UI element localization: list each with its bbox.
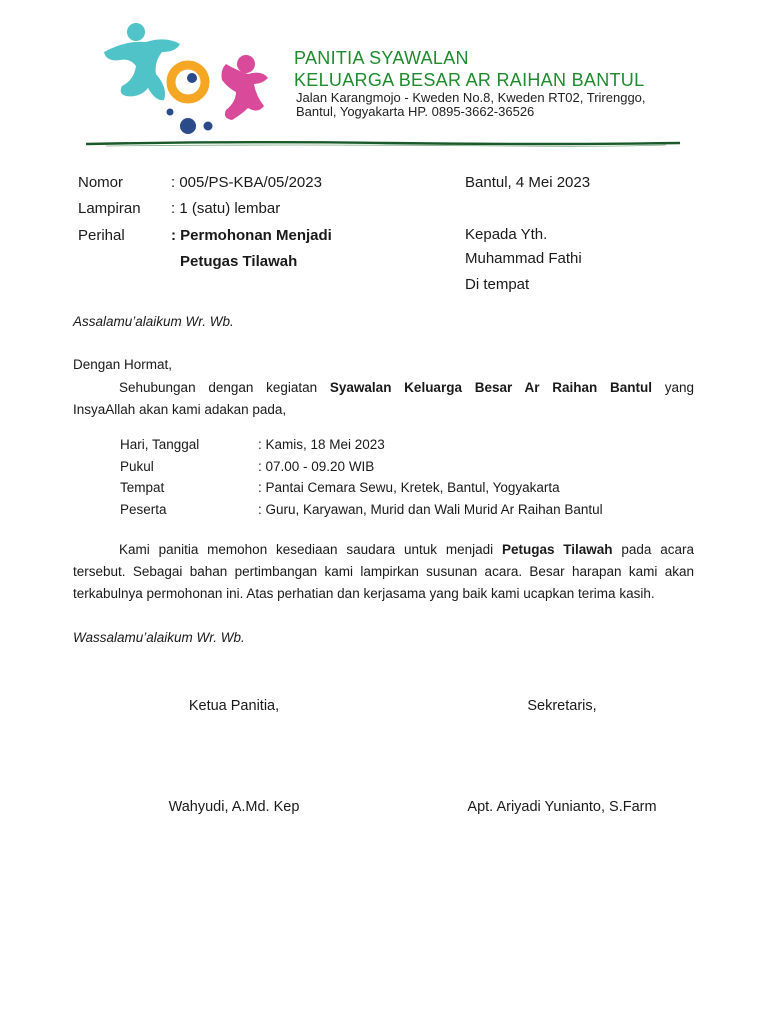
greeting: Assalamu’alaikum Wr. Wb. (73, 314, 234, 329)
detail-label: Peserta (120, 502, 167, 517)
right-signatory-name: Apt. Ariyadi Yunianto, S.Farm (467, 799, 657, 815)
paragraph1-line2: InsyaAllah akan kami adakan pada, (73, 402, 287, 417)
right-signatory-title: Sekretaris, (527, 698, 597, 714)
left-signatory-title: Ketua Panitia, (188, 698, 280, 714)
p2-end: pada acara (621, 542, 694, 557)
paragraph2-line3: terkabulnya permohonan ini. Atas perhatian dan kerjasama yang baik kami ucapkan terima kasih. (73, 586, 655, 601)
left-signatory-name: Wahyudi, A.Md. Kep (168, 799, 300, 815)
perihal-label: Perihal (78, 227, 125, 244)
p1-bold: Syawalan Keluarga Besar Ar Raihan Bantul (329, 380, 652, 395)
paragraph1-line1 (119, 380, 694, 395)
recipient-name: Muhammad Fathi (465, 250, 582, 267)
detail-value: : Kamis, 18 Mei 2023 (258, 437, 385, 452)
p1-end: yang (664, 380, 694, 395)
org-name-line2: KELUARGA BESAR AR RAIHAN BANTUL (294, 70, 645, 90)
opening: Dengan Hormat, (73, 357, 173, 372)
detail-value: : Pantai Cemara Sewu, Kretek, Bantul, Yogyakarta (258, 480, 560, 495)
detail-label: Hari, Tanggal (120, 437, 200, 452)
children-playing-logo-icon (96, 22, 276, 140)
place-date: Bantul, 4 Mei 2023 (465, 174, 591, 191)
detail-label: Pukul (120, 459, 154, 474)
p1-start: Sehubungan dengan kegiatan (119, 380, 318, 395)
perihal-value-line1: : Permohonan Menjadi (171, 227, 332, 244)
lampiran-label: Lampiran (78, 200, 141, 217)
lampiran-value: : 1 (satu) lembar (171, 200, 281, 217)
recipient-location: Di tempat (465, 276, 530, 293)
address-line1: Jalan Karangmojo - Kweden No.8, Kweden RT02, Trirenggo, (296, 90, 646, 105)
paragraph2-line1 (119, 542, 694, 557)
p2-start: Kami panitia memohon kesediaan saudara untuk menjadi (119, 542, 494, 557)
letterhead-divider (86, 140, 680, 148)
perihal-value-line2: Petugas Tilawah (180, 253, 298, 270)
recipient-line1: Kepada Yth. (465, 226, 548, 243)
paragraph2-line2: tersebut. Sebagai bahan pertimbangan kami lampirkan susunan acara. Besar harapan kami akan (73, 564, 694, 579)
detail-value: : Guru, Karyawan, Murid dan Wali Murid Ar Raihan Bantul (258, 502, 603, 517)
detail-label: Tempat (120, 480, 165, 495)
p2-bold: Petugas Tilawah (501, 542, 613, 557)
nomor-value: : 005/PS-KBA/05/2023 (171, 174, 322, 191)
address-line2: Bantul, Yogyakarta HP. 0895-3662-36526 (296, 104, 535, 119)
detail-value: : 07.00 - 09.20 WIB (258, 459, 375, 474)
org-name-line1: PANITIA SYAWALAN (294, 48, 469, 68)
closing: Wassalamu’alaikum Wr. Wb. (73, 630, 245, 645)
nomor-label: Nomor (78, 174, 124, 191)
